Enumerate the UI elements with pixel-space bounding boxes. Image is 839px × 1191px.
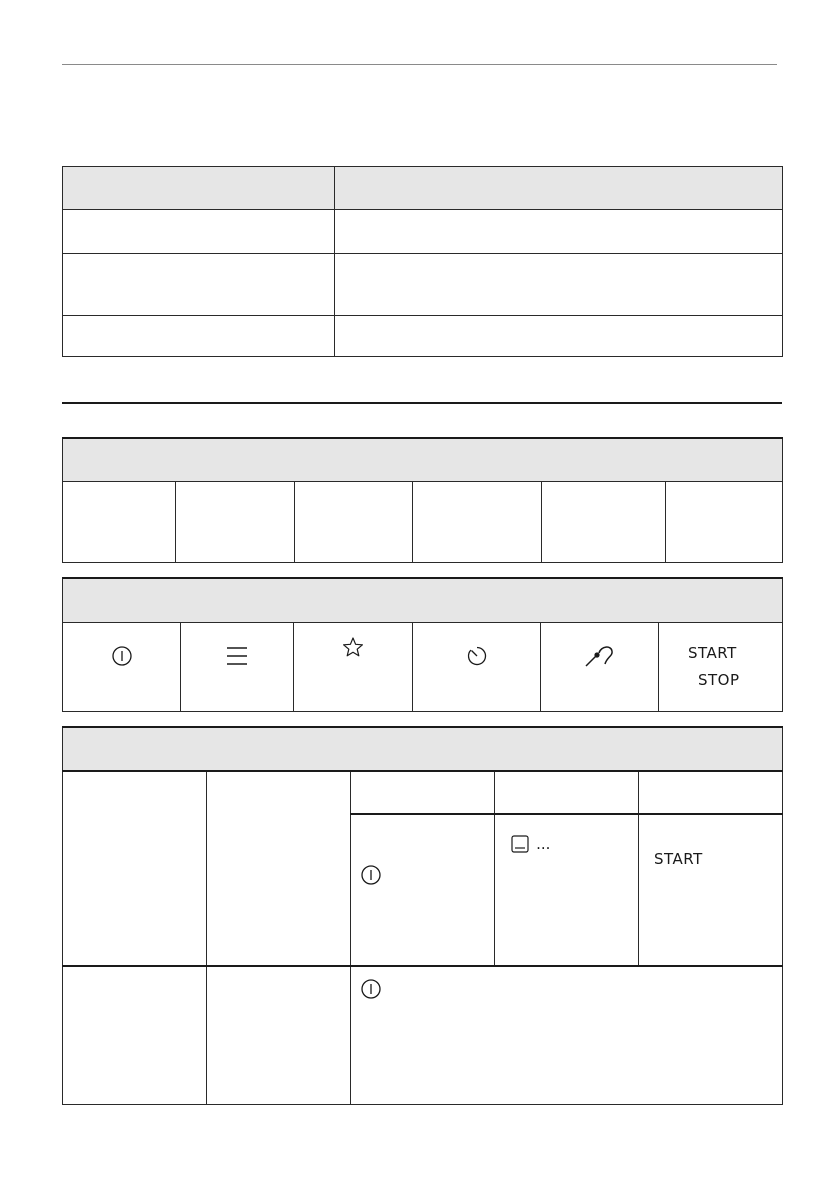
step-start-cell — [639, 814, 783, 966]
info-table — [62, 166, 783, 357]
food-probe-button-cell[interactable] — [541, 622, 659, 711]
menu-icon[interactable] — [225, 645, 249, 667]
section-divider — [62, 402, 782, 404]
info-table-header-right — [335, 167, 783, 210]
power-button-cell[interactable] — [63, 622, 181, 711]
blank-grid-table — [62, 437, 783, 563]
oven-display-icon — [511, 835, 529, 853]
info-table-header-left — [63, 167, 335, 210]
menu-button-cell[interactable] — [181, 622, 294, 711]
blank-grid-header — [63, 438, 783, 481]
blank-grid-cell — [176, 481, 295, 562]
start-label[interactable]: START — [688, 643, 737, 662]
power-icon — [360, 864, 382, 886]
blank-grid-cell — [63, 481, 176, 562]
info-table-cell — [63, 316, 335, 357]
timer-icon[interactable] — [466, 645, 488, 667]
power-icon — [360, 978, 382, 1000]
info-table-cell — [63, 254, 335, 316]
star-icon[interactable] — [342, 636, 364, 658]
steps-cell — [63, 966, 207, 1104]
steps-cell — [207, 966, 351, 1104]
info-table-cell — [63, 210, 335, 254]
info-table-cell — [335, 210, 783, 254]
page-top-rule — [62, 64, 777, 65]
start-label: START — [654, 850, 703, 868]
steps-cell — [207, 771, 351, 966]
control-panel-table — [62, 577, 783, 712]
step-power-cell — [351, 814, 495, 966]
blank-grid-cell — [666, 481, 783, 562]
steps-cell — [63, 771, 207, 966]
info-table-cell — [335, 316, 783, 357]
blank-grid-cell — [295, 481, 413, 562]
steps-subheader — [639, 771, 783, 814]
control-panel-header — [63, 578, 783, 622]
blank-grid-cell — [413, 481, 542, 562]
start-stop-button-cell[interactable] — [659, 622, 783, 711]
stop-label[interactable]: STOP — [698, 670, 740, 689]
step-off-cell — [351, 966, 783, 1104]
food-probe-icon[interactable] — [583, 643, 617, 669]
steps-header — [63, 727, 783, 771]
steps-table — [62, 726, 783, 1105]
step-display-cell — [495, 814, 639, 966]
power-icon[interactable] — [111, 645, 133, 667]
steps-subheader — [495, 771, 639, 814]
ellipsis-text: ... — [536, 834, 551, 853]
info-table-cell — [335, 254, 783, 316]
steps-subheader — [351, 771, 495, 814]
blank-grid-cell — [542, 481, 666, 562]
favourite-button-cell[interactable] — [294, 622, 413, 711]
timer-button-cell[interactable] — [413, 622, 541, 711]
